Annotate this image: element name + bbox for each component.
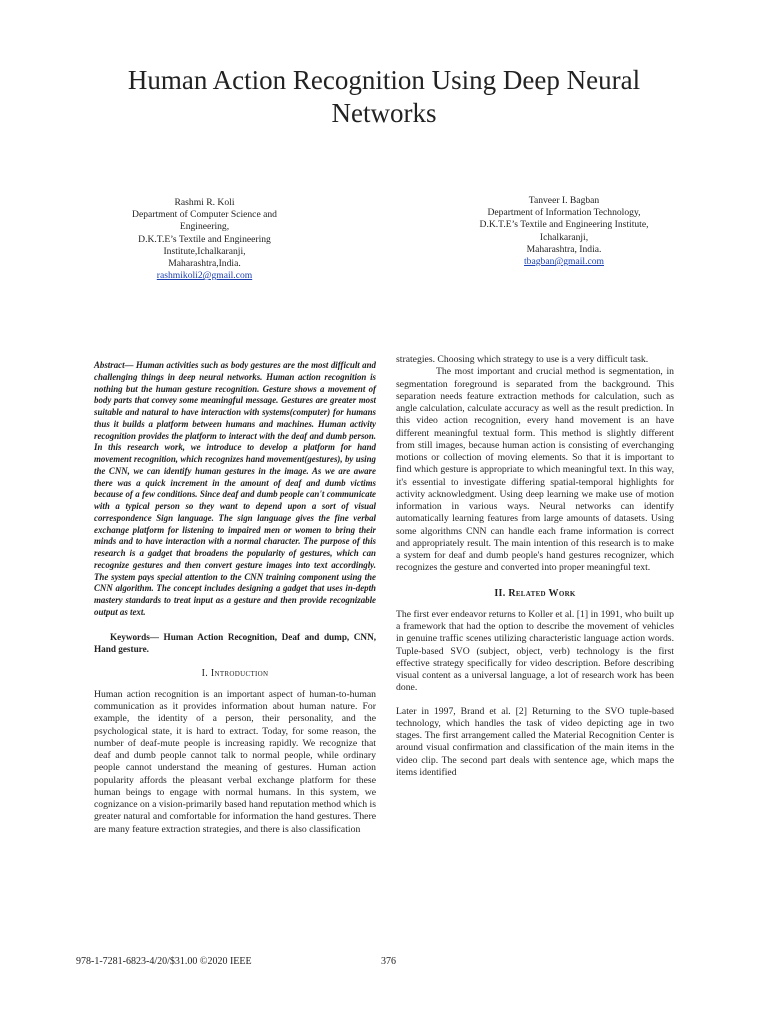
keywords-paragraph: Keywords— Human Action Recognition, Deaf and dump, CNN, Hand gesture. [94, 631, 376, 654]
author-name: Rashmi R. Koli [174, 197, 235, 208]
author-affiliation-line: Department of Information Technology, [487, 207, 641, 219]
body-paragraph: The first ever endeavor returns to Koller et al. [1] in 1991, who built up a framework that had the option to describe the movement of vehicles in genuine traffic scenes utilizing characteristic language action words. Tuple-based SVO (subject, object, verb) technology is the first effective strategy specifically for video description. Before describing visual content as a universal language, a lot of research work has been done. [396, 608, 674, 694]
section-number: II. [494, 587, 506, 599]
body-paragraph: The most important and crucial method is segmentation, in segmentation foreground is separated from the background. This separation needs feature extraction methods for calculation, such as angle calculation, calculate accuracy as well as the result prediction. In this video action recognition, every hand movement is an have different meaningful textual form. This method is slightly different from still images, because human action is consisting of everchanging motions or collection of moving elements. So that it is important to find which gesture is appropriate to which meaningful text. In this way, it's essential to investigate differing spatial-temporal highlights for activity acknowledgment. Using deep learning we make use of motion information in various ways. Neural networks can identify automatically learning features from large amounts of datasets. Using some algorithms CNN can handle each frame information is correct and appropriately result. The main intention of this research is to make a system for deaf and dumb people's hand gestures recognizer, which recognizes the gesture and converted into proper meaningful text. [396, 366, 674, 574]
section-title: Introduction [210, 667, 269, 679]
author-affiliation-line: Institute,Ichalkaranji, [163, 245, 246, 257]
author-affiliation-line: Department of Computer Science and [132, 209, 277, 221]
body-paragraph: Later in 1997, Brand et al. [2] Returning to the SVO tuple-based technology, which handles the task of video depicting age in two stages. The first arrangement called the Material Recognition Center is around visual confirmation and classification of the main items in the video clip. The second part deals with sentence age, which maps the items identified [396, 705, 674, 778]
author-affiliation-line: D.K.T.E’s Textile and Engineering Institute, [479, 219, 649, 231]
section-heading-introduction [94, 668, 376, 680]
section-title: Related Work [508, 587, 576, 599]
author-affiliation-line: D.K.T.E’s Textile and Engineering [138, 233, 271, 245]
paper-title: Human Action Recognition Using Deep Neural Networks [127, 65, 641, 128]
right-column [396, 354, 674, 779]
abstract-paragraph: Abstract— Human activities such as body gestures are the most difficult and challenging things in deep neural networks. Human action recognition is nothing but the human gesture recognition. Gesture shows a movement of body parts that convey some meaningful message. Gestures are greater most suitable and natural to have interaction with systems(computer) for humans thus it builds a platform between humans and machines. Human activity recognition provides the platform to interact with the deaf and dumb person. In this research work, we introduce to develop a platform for hand movement recognition, which recognizes hand movement(gestures), by using the CNN, we can identify human gestures in the image. As we are aware there was a quick increment in the amount of deaf and dumb victims because of a few conditions. Since deaf and dumb people can't communicate with a typical person so they want to depend upon a sort of visual correspondence Sign language. The sign language gives the fine verbal exchange platform for listening to impaired men or women to bring their minds and to have interaction with a normal character. The purpose of this research is a gadget that broadens the popularity of gestures, which can recognize gestures and then convert gesture images into text accordingly. The system pays special attention to the CNN training component using the CNN algorithm. The concept includes designing a gadget that uses in-depth mastery standards to treat input as a gesture and then provide recognizable output as text. [94, 360, 376, 617]
section-number: I. [201, 667, 209, 679]
body-paragraph: Human action recognition is an important aspect of human-to-human communication as it provides information about human nature. For example, the identity of a person, their personality, and the psychological state, it is hard to extract. Today, for some reason, the number of deaf-mute people is increasing rapidly. We recognize that deaf and dumb people cannot talk to normal people, while ordinary people cannot understand the meaning of gestures. Human action popularity affords the pleasant verbal exchange platform for these human beings to engage with normal humans. In this system, we cognizance on a vision-primarily based hand reputation method which is greater natural and comfortable for information the hand gestures. There are many feature extraction strategies, and there is also classification [94, 688, 376, 835]
section-heading-related-work [396, 588, 674, 600]
author-name: Tanveer I. Bagban [528, 195, 600, 206]
author-block-1 [112, 197, 297, 282]
author-affiliation-line: Ichalkaranji, [539, 231, 589, 243]
paragraph-gap [396, 695, 674, 706]
author-email-link[interactable]: rashmikoli2@gmail.com [156, 270, 253, 282]
left-column [94, 360, 376, 836]
author-affiliation-line: Engineering, [179, 221, 230, 233]
author-affiliation-line: Maharashtra,India. [168, 258, 241, 270]
page-number: 376 [381, 956, 396, 967]
author-email-link[interactable]: tbagban@gmail.com [524, 256, 604, 268]
copyright-line: 978-1-7281-6823-4/20/$31.00 ©2020 IEEE [76, 956, 252, 967]
author-block-2 [478, 195, 650, 268]
author-affiliation-line: Maharashtra, India. [526, 243, 602, 255]
body-paragraph: strategies. Choosing which strategy to use is a very difficult task. [396, 354, 649, 365]
